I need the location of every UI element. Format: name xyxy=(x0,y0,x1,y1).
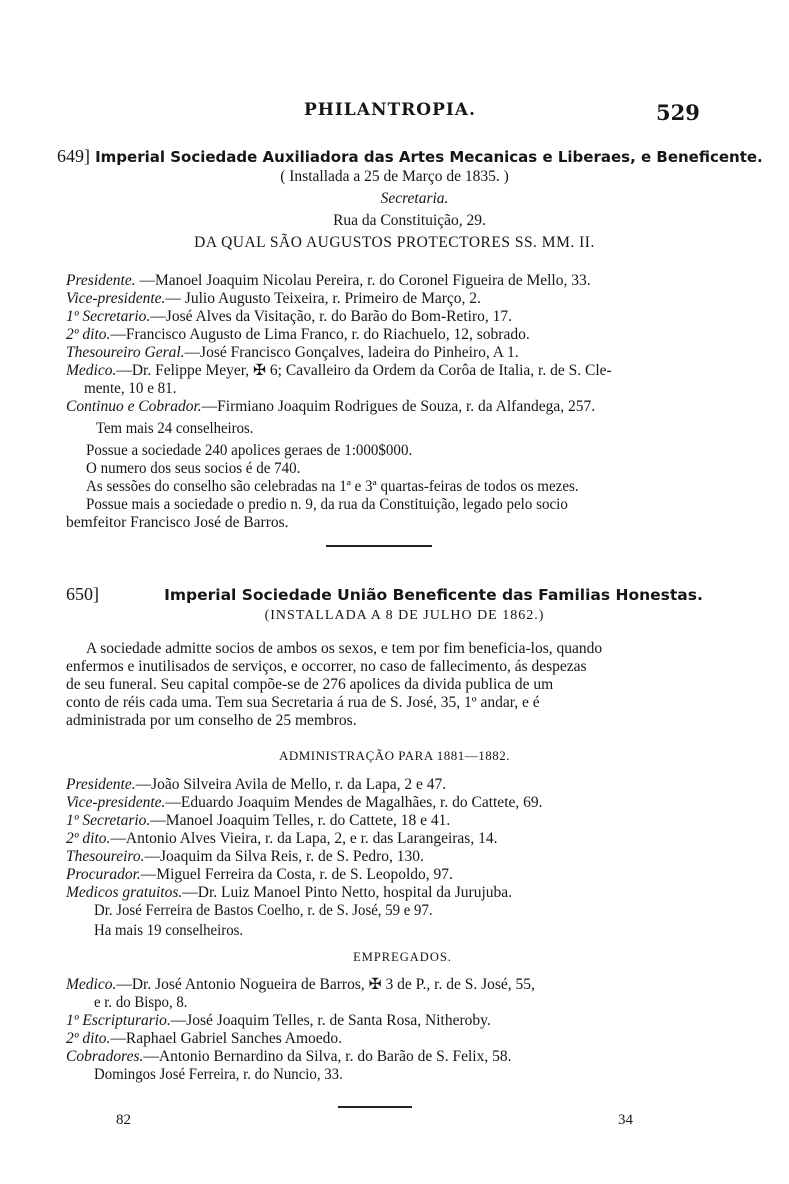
staff-text: e r. do Bispo, 8. xyxy=(94,994,188,1011)
officer-text: —Dr. Luiz Manoel Pinto Netto, hospital da Jurujuba. xyxy=(182,884,513,901)
officer-text: —Antonio Alves Vieira, r. da Lapa, 2, e r. das Larangeiras, 14. xyxy=(110,830,498,847)
body-line: conto de réis cada uma. Tem sua Secretaria á rua de S. José, 35, 1º andar, e é xyxy=(66,694,540,711)
officer-line xyxy=(66,794,714,812)
staff-line xyxy=(94,994,714,1012)
paragraph-line: Possue mais a sociedade o predio n. 9, da rua da Constituição, legado pelo socio xyxy=(86,496,568,513)
officer-line xyxy=(66,866,714,884)
officer-text: —Firmiano Joaquim Rodrigues de Souza, r. da Alfandega, 257. xyxy=(201,398,596,415)
paragraph-line: O numero dos seus socios é de 740. xyxy=(86,460,301,477)
signature-mark-left: 82 xyxy=(116,1112,131,1128)
entry-649-protectors: DA QUAL SÃO AUGUSTOS PROTECTORES SS. MM. II. xyxy=(194,234,595,251)
officer-line xyxy=(84,380,714,398)
officer-role: Continuo e Cobrador. xyxy=(66,398,202,415)
entry-650-installed: (INSTALLADA A 8 DE JULHO DE 1862.) xyxy=(264,608,545,623)
officer-text: mente, 10 e 81. xyxy=(84,380,177,397)
staff-line xyxy=(66,1048,714,1066)
body-line: administrada por um conselho de 25 membros. xyxy=(66,712,357,729)
officer-role: Presidente. xyxy=(66,272,136,289)
officer-line xyxy=(94,902,714,920)
staff-line xyxy=(66,976,714,994)
officer-line xyxy=(66,398,714,416)
officer-text: —João Silveira Avila de Mello, r. da Lapa, 2 e 47. xyxy=(135,776,447,793)
staff-role: 2º dito. xyxy=(66,1030,111,1047)
administration-heading: ADMINISTRAÇÃO PARA 1881—1882. xyxy=(278,748,511,763)
officer-line xyxy=(66,326,714,344)
officer-text: —Dr. Felippe Meyer, ✠ 6; Cavalleiro da Ordem da Corôa de Italia, r. de S. Cle- xyxy=(116,362,612,379)
officer-text: Ha mais 19 conselheiros. xyxy=(94,922,244,939)
officer-text: —Francisco Augusto de Lima Franco, r. do Riachuelo, 12, sobrado. xyxy=(110,326,530,343)
staff-line xyxy=(66,1012,714,1030)
body-line: A sociedade admitte socios de ambos os sexos, e tem por fim beneficia-los, quando xyxy=(86,640,603,657)
staff-text: —José Joaquim Telles, r. de Santa Rosa, Nitheroby. xyxy=(170,1012,491,1029)
officer-line xyxy=(66,290,714,308)
officer-line xyxy=(66,308,714,326)
staff-text: —Antonio Bernardino da Silva, r. do Barão de S. Felix, 58. xyxy=(143,1048,512,1065)
entry-649-secretaria: Secretaria. xyxy=(380,190,449,207)
officer-line xyxy=(66,362,714,380)
entry-650-number: 650] xyxy=(66,584,99,604)
officer-line xyxy=(66,272,714,290)
officer-role: Thesoureiro. xyxy=(66,848,145,865)
officer-role: 2º dito. xyxy=(66,830,111,847)
page-number: 529 xyxy=(656,100,700,125)
officer-line xyxy=(66,344,714,362)
officer-text: Dr. José Ferreira de Bastos Coelho, r. de S. José, 59 e 97. xyxy=(94,902,433,919)
officer-text: —José Alves da Visitação, r. do Barão do Bom-Retiro, 17. xyxy=(150,308,512,325)
officer-line xyxy=(66,812,714,830)
entry-650-heading xyxy=(66,584,703,605)
officer-role: 2º dito. xyxy=(66,326,111,343)
staff-line xyxy=(94,1066,714,1084)
officer-line xyxy=(66,776,714,794)
paragraph-line: As sessões do conselho são celebradas na 1ª e 3ª quartas-feiras de todos os mezes. xyxy=(86,478,579,495)
officer-role: Medico. xyxy=(66,362,117,379)
officer-line xyxy=(66,848,714,866)
staff-text: Domingos José Ferreira, r. do Nuncio, 33. xyxy=(94,1066,343,1083)
officer-role: Medicos gratuitos. xyxy=(66,884,183,901)
officer-role: Vice-presidente. xyxy=(66,290,166,307)
officer-text: —Joaquim da Silva Reis, r. de S. Pedro, 130. xyxy=(144,848,424,865)
body-line: enfermos e inutilisados de serviços, e occorrer, no caso de fallecimento, ás despezas xyxy=(66,658,587,675)
officer-role: 1º Secretario. xyxy=(66,308,151,325)
officer-text: — Julio Augusto Teixeira, r. Primeiro de Março, 2. xyxy=(165,290,481,307)
officer-text: —Miguel Ferreira da Costa, r. de S. Leopoldo, 97. xyxy=(140,866,453,883)
officer-line xyxy=(94,922,714,940)
staff-text: —Raphael Gabriel Sanches Amoedo. xyxy=(110,1030,342,1047)
body-line: de seu funeral. Seu capital compõe-se de 276 apolices da divida publica de um xyxy=(66,676,554,693)
officer-role: Thesoureiro Geral. xyxy=(66,344,185,361)
officer-role: Procurador. xyxy=(66,866,141,883)
officer-role: Vice-presidente. xyxy=(66,794,166,811)
entry-649-number: 649] xyxy=(57,146,90,166)
officer-text: —José Francisco Gonçalves, ladeira do Pinheiro, A 1. xyxy=(184,344,519,361)
staff-text: —Dr. José Antonio Nogueira de Barros, ✠ 3 de P., r. de S. José, 55, xyxy=(116,976,535,993)
paragraph-line: Tem mais 24 conselheiros. xyxy=(96,420,254,437)
officer-text: —Manoel Joaquim Telles, r. do Cattete, 18 e 41. xyxy=(150,812,451,829)
officer-line xyxy=(66,884,714,902)
running-head: PHILANTROPIA. xyxy=(304,100,476,120)
officer-text: —Eduardo Joaquim Mendes de Magalhães, r. do Cattete, 69. xyxy=(165,794,543,811)
staff-role: Cobradores. xyxy=(66,1048,144,1065)
paragraph-line: bemfeitor Francisco José de Barros. xyxy=(66,514,289,531)
entry-649-installed: ( Installada a 25 de Março de 1835. ) xyxy=(280,168,509,185)
section-divider xyxy=(326,545,432,547)
entry-649-heading xyxy=(57,146,763,167)
footer-rule xyxy=(338,1106,412,1108)
entry-649-address: Rua da Constituição, 29. xyxy=(333,212,486,229)
entry-649-title: Imperial Sociedade Auxiliadora das Artes Mecanicas e Liberaes, e Beneficente. xyxy=(95,148,763,166)
officer-role: 1º Secretario. xyxy=(66,812,151,829)
officer-role: Presidente. xyxy=(66,776,136,793)
staff-role: Medico. xyxy=(66,976,117,993)
officer-line xyxy=(66,830,714,848)
paragraph-line: Possue a sociedade 240 apolices geraes de 1:000$000. xyxy=(86,442,413,459)
entry-650-title: Imperial Sociedade União Beneficente das Familias Honestas. xyxy=(164,586,703,604)
staff-heading: EMPREGADOS. xyxy=(353,950,452,964)
signature-mark-right: 34 xyxy=(618,1112,633,1128)
staff-role: 1º Escripturario. xyxy=(66,1012,171,1029)
officer-text: —Manoel Joaquim Nicolau Pereira, r. do Coronel Figueira de Mello, 33. xyxy=(135,272,591,289)
staff-line xyxy=(66,1030,714,1048)
